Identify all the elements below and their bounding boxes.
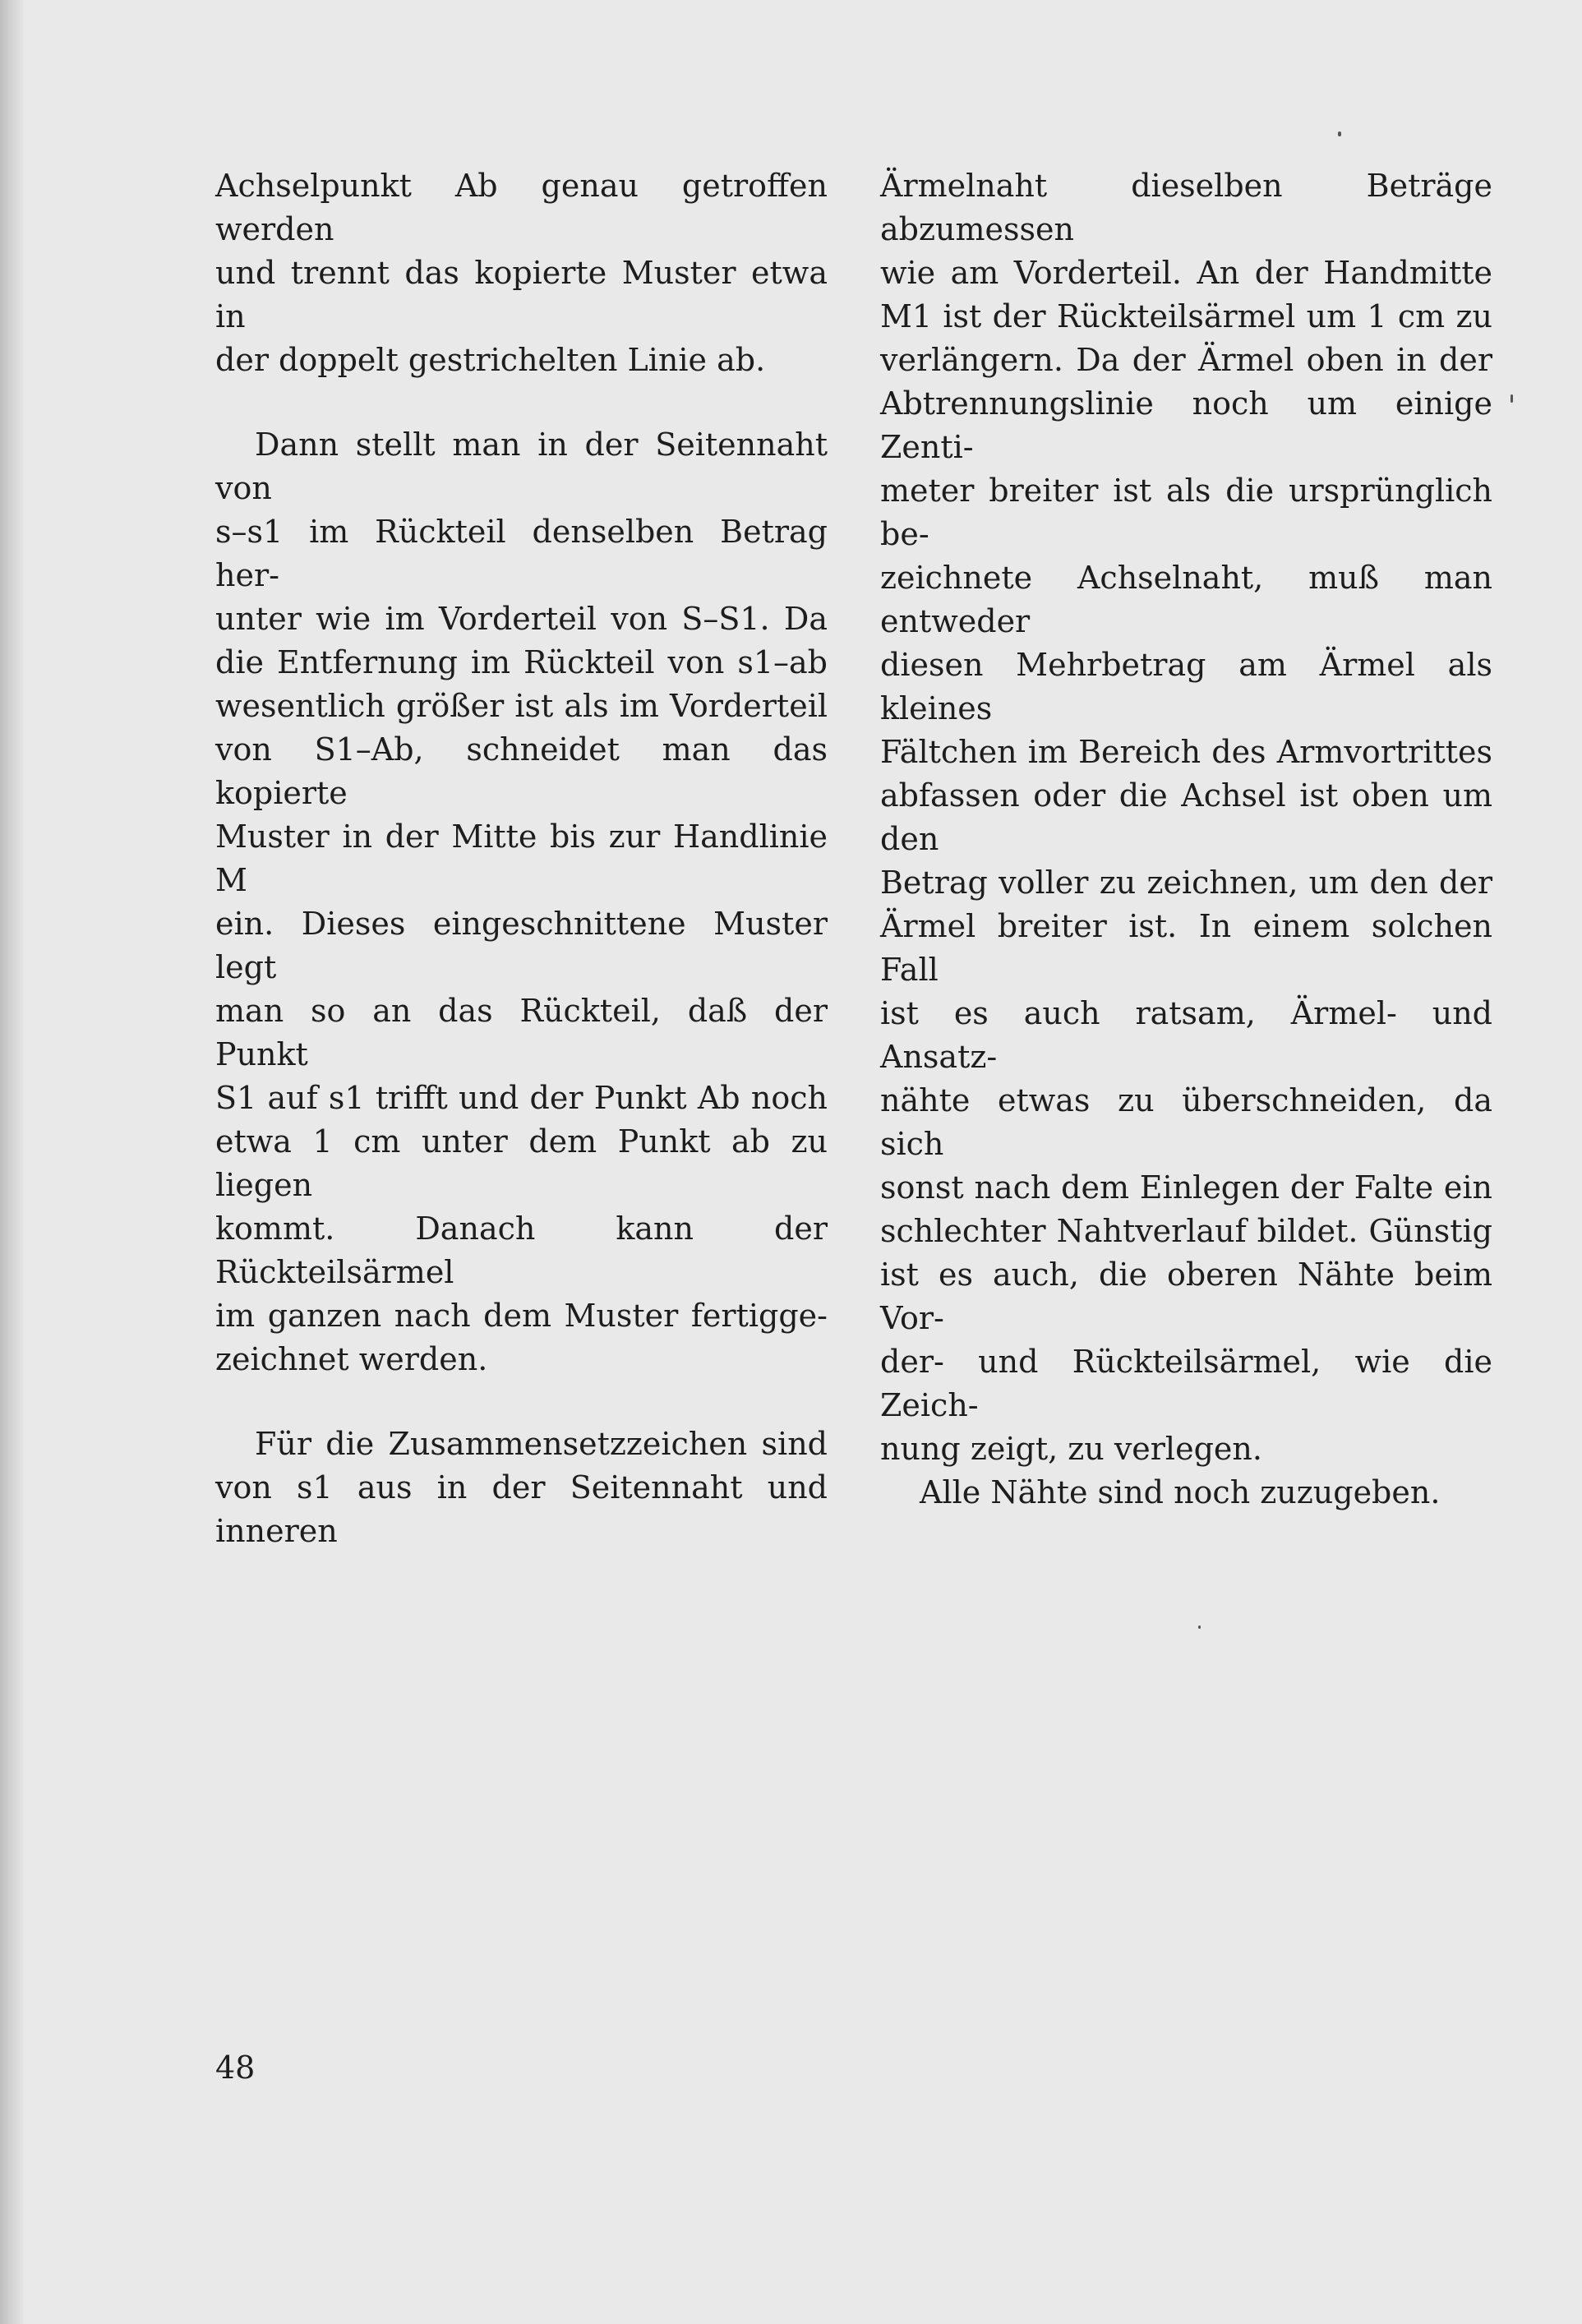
text-line: abfassen oder die Achsel ist oben um den — [880, 777, 1492, 857]
text-line: sonst nach dem Einlegen der Falte ein — [880, 1169, 1492, 1206]
text-line: Betrag voller zu zeichnen, um den der — [880, 865, 1492, 901]
text-line: die Entfernung im Rückteil von s1–ab — [215, 644, 828, 680]
paragraph-gap — [215, 1381, 828, 1423]
text-line: Ärmelnaht dieselben Beträge abzumessen — [880, 168, 1492, 247]
text-line: wesentlich größer ist als im Vorderteil — [215, 688, 828, 724]
text-line: zeichnet werden. — [215, 1341, 488, 1377]
left-paragraph-2 — [215, 423, 828, 1381]
text-line: der doppelt gestrichelten Linie ab. — [215, 342, 766, 378]
text-line: Muster in der Mitte bis zur Handlinie M — [215, 818, 828, 898]
scan-speck — [1198, 1625, 1201, 1629]
text-line: etwa 1 cm unter dem Punkt ab zu liegen — [215, 1123, 828, 1203]
text-line: meter breiter ist als die ursprünglich be- — [880, 473, 1492, 552]
left-paragraph-1 — [215, 164, 828, 382]
text-line: und trennt das kopierte Muster etwa in — [215, 255, 828, 334]
text-line: Alle Nähte sind noch zuzugeben. — [920, 1474, 1441, 1510]
text-line: Dann stellt man in der Seitennaht von — [215, 427, 828, 506]
right-paragraph-1 — [880, 164, 1492, 1471]
text-line: Fältchen im Bereich des Armvortrittes — [880, 734, 1492, 770]
text-line: der- und Rückteilsärmel, wie die Zeich- — [880, 1344, 1492, 1423]
text-line: nähte etwas zu überschneiden, da sich — [880, 1082, 1492, 1162]
right-paragraph-2 — [880, 1471, 1492, 1515]
text-line: schlechter Nahtverlauf bildet. Günstig — [880, 1213, 1492, 1249]
text-line: zeichnete Achselnaht, muß man entweder — [880, 560, 1492, 639]
binding-edge — [0, 0, 23, 2324]
text-line: Abtrennungslinie noch um einige Zenti- — [880, 385, 1492, 465]
text-line: Für die Zusammensetzzeichen sind — [255, 1426, 828, 1462]
text-line: Ärmel breiter ist. In einem solchen Fall — [880, 908, 1492, 988]
text-line: von s1 aus in der Seitennaht und inneren — [215, 1469, 828, 1549]
left-column — [215, 164, 828, 1553]
text-line: man so an das Rückteil, daß der Punkt — [215, 993, 828, 1072]
text-line: S1 auf s1 trifft und der Punkt Ab noch — [215, 1080, 828, 1116]
text-line: unter wie im Vorderteil von S–S1. Da — [215, 601, 828, 637]
text-line: ein. Dieses eingeschnittene Muster legt — [215, 906, 828, 985]
text-line: Achselpunkt Ab genau getroffen werden — [215, 168, 828, 247]
text-line: im ganzen nach dem Muster fertigge- — [215, 1298, 828, 1334]
scan-speck — [1338, 131, 1341, 136]
text-line: s–s1 im Rückteil denselben Betrag her- — [215, 514, 828, 593]
text-line: diesen Mehrbetrag am Ärmel als kleines — [880, 647, 1492, 726]
text-line: nung zeigt, zu verlegen. — [880, 1431, 1262, 1467]
text-line: ist es auch, die oberen Nähte beim Vor- — [880, 1257, 1492, 1336]
right-column — [880, 164, 1492, 1515]
text-line: von S1–Ab, schneidet man das kopierte — [215, 731, 828, 811]
paragraph-gap — [215, 382, 828, 423]
left-paragraph-3 — [215, 1423, 828, 1553]
text-line: M1 ist der Rückteilsärmel um 1 cm zu — [880, 298, 1492, 334]
text-line: kommt. Danach kann der Rückteilsärmel — [215, 1210, 828, 1290]
text-line: wie am Vorderteil. An der Handmitte — [880, 255, 1492, 291]
page-number: 48 — [215, 2050, 256, 2086]
scan-speck — [1511, 394, 1513, 403]
text-line: ist es auch ratsam, Ärmel- und Ansatz- — [880, 995, 1492, 1075]
text-line: verlängern. Da der Ärmel oben in der — [880, 342, 1492, 378]
